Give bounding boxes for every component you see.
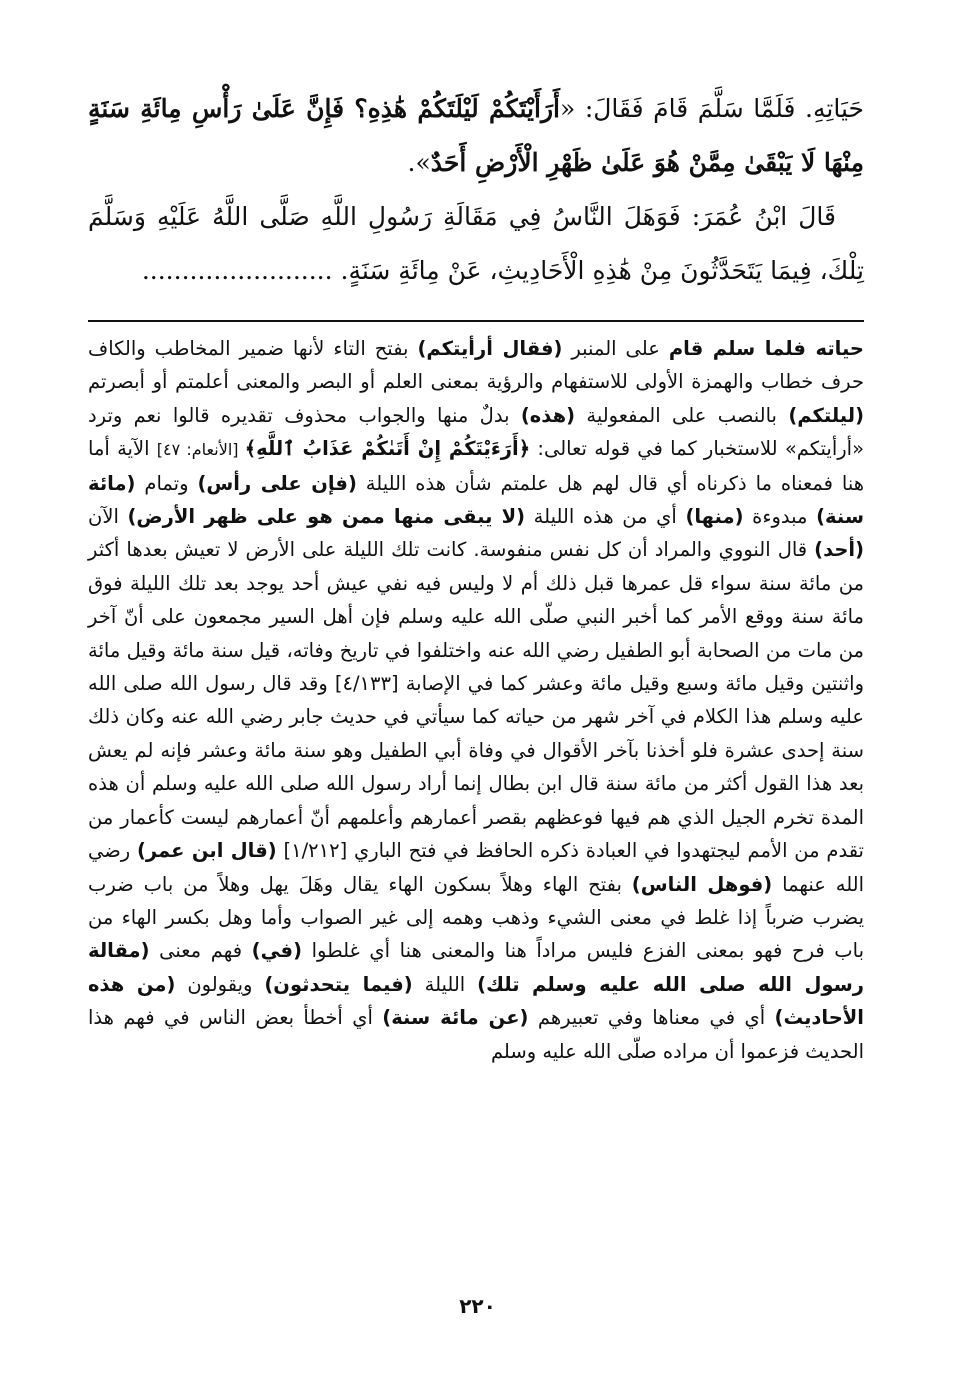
commentary-term: (مقالة رسول الله صلى الله عليه وسلم تلك) xyxy=(88,939,865,996)
commentary-term: (فقال أرأيتكم) xyxy=(417,337,563,360)
commentary-segment: فهم معنى xyxy=(149,939,252,963)
commentary-segment: وتمام xyxy=(135,471,198,495)
commentary-segment: الآن xyxy=(88,505,128,529)
commentary-term: (قال ابن عمر) xyxy=(137,839,277,863)
commentary-heading: حياته فلما سلم قام xyxy=(668,337,864,360)
verse-reference: [الأنعام: ٤٧] xyxy=(156,440,245,460)
commentary-term: (ليلتكم) xyxy=(788,403,864,427)
commentary-term: (أحد) xyxy=(814,538,864,562)
commentary-segment: بفتح الهاء وهلاً بسكون الهاء يقال وهَلَ يهل وهلاً من باب ضرب يضرب ضرباً إذا غلط في معنى الشيء وذهب وهمه إلى غير الصواب وأما وهل بكسر الهاء من باب فرح فهو بمعنى الفزع فليس مراداً هنا والمعنى هنا أي غلطوا xyxy=(88,872,864,963)
commentary-term: (مائة سنة) xyxy=(88,471,864,529)
commentary-term: (فوهل الناس) xyxy=(631,872,773,896)
page-number: ٢٢٠ xyxy=(459,1294,496,1318)
commentary-segment: ويقولون xyxy=(175,972,265,996)
commentary-segment: قال النووي والمراد أن كل نفس منفوسة. كانت تلك الليلة على الأرض لا تعيش بعدها أكثر من مائة سنة سواء قل عمرها قبل ذلك أم لا وليس فيه نفي عيش أحد يوجد بعد تلك الليلة فوق مائة سنة ووقع الأمر كما أخبر النبي صلّى الله عليه وسلم فإن أهل السير مجمعون على أنّ آخر من مات من الصحابة أبو الطفيل رضي الله عنه واختلفوا في تاريخ وفاته، قيل سنة مائة وقيل مائة واثنتين وقيل مائة وسبع وقيل مائة وعشر كما في الإصابة [٤/١٣٣] وقد قال رسول الله صلى الله عليه وسلم هذا الكلام في آخر شهر من حياته كما سيأتي في حديث جابر رضي الله عنه وكان ذلك سنة إحدى عشرة فلو أخذنا بآخر الأقوال في وفاة أبي الطفيل وهو سنة مائة وعشر فإنه لم يعش بعد هذا القول أكثر من مائة سنة قال ابن بطال إنما أراد رسول الله صلى الله عليه وسلم أن هذه المدة تخرم الجيل الذي هم فيها فوعظهم بقصر أعمارهم وأعلمهم أنّ أعمارهم ليست كأعمار من تقدم من الأمم ليجتهدوا في العبادة ذكره الحافظ في فتح الباري [١/٢١٢] xyxy=(88,538,864,863)
commentary-segment: أي في معناها وفي تعبيرهم xyxy=(528,1006,775,1030)
quran-verse: ﴿أَرَءَيْتَكُمْ إِنْ أَتَىٰكُمْ عَذَابُ ٱللَّهِ﴾ xyxy=(244,437,531,461)
hadith-text xyxy=(88,82,864,298)
commentary-text xyxy=(88,332,864,1068)
commentary-paragraph xyxy=(88,332,864,1068)
commentary-segment: بالنصب على المفعولية xyxy=(575,403,789,427)
hadith-prophet-saying: أَرَأَيْتَكُمْ لَيْلَتَكُمْ هَٰذِهِ؟ فَإِنَّ عَلَىٰ رَأْسِ مِائَةِ سَنَةٍ مِنْهَا لَا يَبْقَىٰ مِمَّنْ هُوَ عَلَىٰ ظَهْرِ الْأَرْضِ أَحَدٌ xyxy=(88,94,864,177)
commentary-term: (عن مائة سنة) xyxy=(382,1006,529,1030)
commentary-segment: على المنبر xyxy=(562,337,669,360)
hadith-paragraph-2: قَالَ ابْنُ عُمَرَ: فَوَهَلَ النَّاسُ فِي مَقَالَةِ رَسُولِ اللَّهِ صَلَّى اللَّهُ عَلَيْهِ وَسَلَّمَ تِلْكَ، فِيمَا يَتَحَدَّثُونَ مِنْ هَٰذِهِ الْأَحَادِيثِ، عَنْ مِائَةِ سَنَةٍ. ........................ xyxy=(88,202,864,285)
commentary-segment: رضي الله عنهما xyxy=(88,839,865,896)
footnote-divider xyxy=(88,320,864,322)
commentary-term: (هذه) xyxy=(520,403,575,427)
commentary-term: (منها) xyxy=(685,505,744,529)
book-page xyxy=(88,82,864,1068)
commentary-term: (من هذه الأحاديث) xyxy=(88,972,864,1030)
commentary-segment: الآية أما هنا فمعناه ما ذكرناه أي قال لهم هل علمتم شأن هذه الليلة xyxy=(88,437,864,495)
commentary-segment: مبدوءة xyxy=(743,505,817,529)
commentary-segment: الليلة xyxy=(412,972,478,996)
commentary-term: (فإن على رأس) xyxy=(197,471,357,495)
hadith-intro: حَيَاتِهِ. فَلَمَّا سَلَّمَ قَامَ فَقَالَ: « xyxy=(559,94,864,123)
commentary-segment: بفتح التاء لأنها ضمير المخاطب والكاف حرف خطاب والهمزة الأولى للاستفهام والرؤية بمعنى العلم أو البصر والمعنى أعلمتم أو أبصرتم xyxy=(88,337,864,394)
commentary-segment: أي من هذه الليلة xyxy=(525,505,686,529)
hadith-paragraph-1 xyxy=(88,82,864,190)
commentary-segment: بدلٌ منها والجواب محذوف تقديره قالوا نعم وترد «أرأيتكم» للاستخبار كما في قوله تعالى: xyxy=(88,403,864,461)
commentary-term: (فيما يتحدثون) xyxy=(264,972,413,996)
commentary-term: (في) xyxy=(251,939,302,963)
commentary-term: (لا يبقى منها ممن هو على ظهر الأرض) xyxy=(127,505,526,529)
commentary-segment: أي أخطأ بعض الناس في فهم هذا الحديث فزعموا أن مراده صلّى الله عليه وسلم xyxy=(88,1006,864,1063)
hadith-close-quote: ». xyxy=(407,148,431,177)
